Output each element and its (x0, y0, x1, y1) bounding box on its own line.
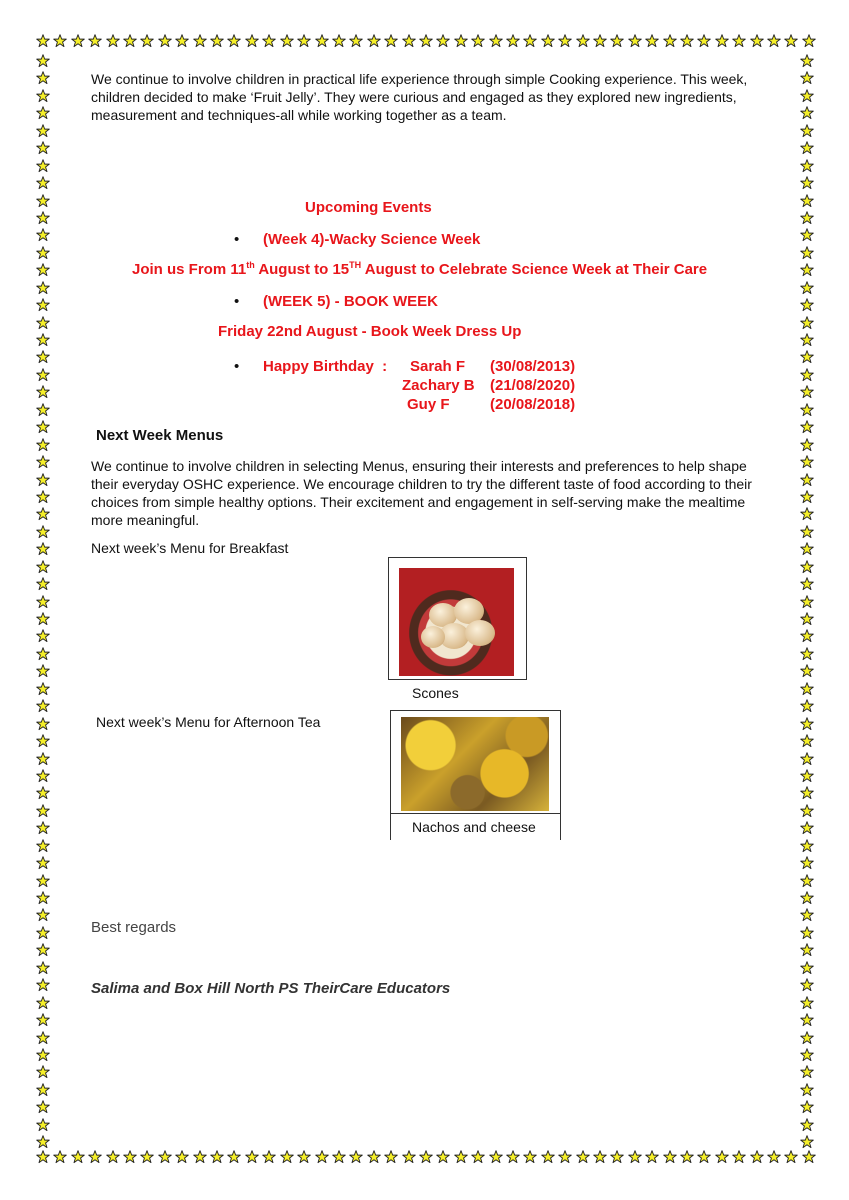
star-icon (800, 752, 814, 766)
star-icon (36, 734, 50, 748)
star-icon (36, 106, 50, 120)
star-icon (36, 368, 50, 382)
star-icon (576, 1150, 590, 1164)
book-week-dress-up: Friday 22nd August - Book Week Dress Up (218, 323, 522, 340)
star-icon (800, 629, 814, 643)
star-icon (175, 1150, 189, 1164)
birthday-date: (20/08/2018) (490, 396, 576, 413)
star-border-top (36, 34, 816, 52)
star-icon (628, 1150, 642, 1164)
star-icon (800, 124, 814, 138)
star-icon (36, 211, 50, 225)
star-icon (402, 34, 416, 48)
star-icon (800, 996, 814, 1010)
science-week-invite: Join us From 11th August to 15TH August to Celebrate Science Week at Their Care (132, 260, 708, 278)
star-icon (36, 71, 50, 85)
star-icon (36, 717, 50, 731)
star-icon (800, 211, 814, 225)
star-icon (36, 908, 50, 922)
star-icon (262, 1150, 276, 1164)
star-icon (36, 856, 50, 870)
star-icon (800, 804, 814, 818)
star-icon (454, 1150, 468, 1164)
star-icon (784, 34, 798, 48)
star-icon (36, 263, 50, 277)
star-icon (800, 1048, 814, 1062)
star-icon (36, 1031, 50, 1045)
star-icon (419, 34, 433, 48)
star-icon (36, 1150, 50, 1164)
star-icon (610, 1150, 624, 1164)
star-icon (36, 560, 50, 574)
star-icon (610, 34, 624, 48)
star-icon (36, 926, 50, 940)
star-icon (800, 176, 814, 190)
star-icon (36, 246, 50, 260)
star-icon (245, 34, 259, 48)
star-icon (36, 281, 50, 295)
star-icon (36, 786, 50, 800)
star-icon (715, 1150, 729, 1164)
star-icon (800, 263, 814, 277)
star-icon (750, 1150, 764, 1164)
star-icon (106, 34, 120, 48)
scones-photo (388, 557, 527, 680)
star-icon (297, 1150, 311, 1164)
star-icon (800, 1031, 814, 1045)
star-icon (36, 438, 50, 452)
star-icon (800, 769, 814, 783)
star-icon (158, 1150, 172, 1164)
star-icon (36, 874, 50, 888)
star-icon (506, 34, 520, 48)
star-icon (489, 1150, 503, 1164)
star-icon (541, 1150, 555, 1164)
birthday-name: Zachary B (402, 377, 475, 394)
star-icon (36, 1118, 50, 1132)
star-icon (227, 1150, 241, 1164)
star-icon (384, 1150, 398, 1164)
star-icon (800, 54, 814, 68)
star-icon (697, 34, 711, 48)
star-icon (800, 786, 814, 800)
star-icon (36, 176, 50, 190)
star-icon (800, 246, 814, 260)
bullet-icon: • (234, 293, 240, 310)
birthday-date: (30/08/2013) (490, 358, 576, 375)
star-icon (800, 699, 814, 713)
star-icon (800, 821, 814, 835)
star-icon (36, 124, 50, 138)
star-icon (663, 34, 677, 48)
star-icon (36, 385, 50, 399)
star-icon (593, 1150, 607, 1164)
star-icon (558, 34, 572, 48)
star-icon (800, 1065, 814, 1079)
star-icon (36, 664, 50, 678)
week4-event: (Week 4)-Wacky Science Week (263, 231, 481, 248)
signature-text: Salima and Box Hill North PS TheirCare Educators (91, 980, 451, 997)
star-icon (506, 1150, 520, 1164)
star-icon (53, 34, 67, 48)
star-icon (800, 891, 814, 905)
star-icon (123, 1150, 137, 1164)
star-icon (36, 752, 50, 766)
star-icon (36, 403, 50, 417)
star-icon (800, 298, 814, 312)
star-icon (800, 350, 814, 364)
star-icon (800, 647, 814, 661)
star-icon (36, 1065, 50, 1079)
star-icon (193, 34, 207, 48)
star-icon (800, 507, 814, 521)
star-icon (800, 595, 814, 609)
star-icon (800, 194, 814, 208)
star-icon (262, 34, 276, 48)
star-icon (663, 1150, 677, 1164)
star-icon (36, 473, 50, 487)
star-icon (349, 1150, 363, 1164)
star-icon (71, 34, 85, 48)
star-icon (36, 420, 50, 434)
scones-caption: Scones (412, 685, 459, 701)
star-icon (36, 455, 50, 469)
star-icon (36, 577, 50, 591)
star-icon (36, 34, 50, 48)
star-icon (36, 891, 50, 905)
star-icon (800, 577, 814, 591)
star-icon (315, 1150, 329, 1164)
star-icon (36, 141, 50, 155)
star-icon (36, 194, 50, 208)
intro-paragraph: We continue to involve children in practical life experience through simple Cooking experience. This week, children decided to make ‘Fruit Jelly’. They were curious and engaged as they explored new ingredients, measurement and techniques-all while working together as a team. (91, 71, 748, 123)
star-icon (36, 333, 50, 347)
star-icon (800, 717, 814, 731)
afternoon-tea-label: Next week’s Menu for Afternoon Tea (96, 714, 321, 730)
star-icon (367, 34, 381, 48)
menus-heading: Next Week Menus (96, 427, 224, 444)
star-icon (767, 1150, 781, 1164)
star-icon (471, 1150, 485, 1164)
star-icon (245, 1150, 259, 1164)
star-icon (800, 455, 814, 469)
star-icon (158, 34, 172, 48)
star-icon (140, 34, 154, 48)
star-icon (36, 595, 50, 609)
nachos-caption: Nachos and cheese (412, 819, 536, 835)
birthday-name: Sarah F (410, 358, 466, 375)
star-icon (800, 71, 814, 85)
star-icon (645, 1150, 659, 1164)
star-icon (227, 34, 241, 48)
star-icon (36, 228, 50, 242)
star-icon (36, 612, 50, 626)
star-icon (800, 385, 814, 399)
star-icon (36, 769, 50, 783)
star-icon (36, 699, 50, 713)
star-icon (800, 333, 814, 347)
star-icon (367, 1150, 381, 1164)
star-icon (36, 839, 50, 853)
star-icon (645, 34, 659, 48)
star-icon (36, 961, 50, 975)
star-icon (53, 1150, 67, 1164)
star-icon (750, 34, 764, 48)
star-icon (558, 1150, 572, 1164)
star-border-right (800, 54, 818, 1150)
birthday-label: Happy Birthday : (263, 358, 388, 375)
star-icon (471, 34, 485, 48)
star-icon (800, 228, 814, 242)
star-icon (36, 1013, 50, 1027)
star-icon (36, 490, 50, 504)
star-icon (36, 629, 50, 643)
star-icon (800, 473, 814, 487)
star-icon (628, 34, 642, 48)
star-icon (800, 1083, 814, 1097)
bullet-icon: • (234, 358, 240, 375)
star-icon (36, 943, 50, 957)
star-icon (297, 34, 311, 48)
star-border-left (36, 54, 54, 1150)
star-icon (36, 1135, 50, 1149)
upcoming-events-heading: Upcoming Events (305, 199, 432, 216)
birthday-name: Guy F (407, 396, 450, 413)
star-icon (384, 34, 398, 48)
star-icon (193, 1150, 207, 1164)
star-icon (800, 542, 814, 556)
star-icon (36, 996, 50, 1010)
star-icon (36, 350, 50, 364)
star-icon (697, 1150, 711, 1164)
star-icon (332, 1150, 346, 1164)
star-icon (210, 34, 224, 48)
star-icon (140, 1150, 154, 1164)
star-icon (280, 34, 294, 48)
star-icon (802, 34, 816, 48)
star-icon (800, 560, 814, 574)
star-icon (680, 1150, 694, 1164)
star-icon (436, 1150, 450, 1164)
star-icon (732, 34, 746, 48)
star-icon (419, 1150, 433, 1164)
star-icon (280, 1150, 294, 1164)
star-icon (36, 682, 50, 696)
star-icon (800, 368, 814, 382)
star-icon (36, 1083, 50, 1097)
star-icon (800, 438, 814, 452)
star-icon (315, 34, 329, 48)
star-icon (802, 1150, 816, 1164)
star-icon (800, 1013, 814, 1027)
breakfast-label: Next week’s Menu for Breakfast (91, 540, 289, 556)
star-icon (800, 926, 814, 940)
star-icon (800, 106, 814, 120)
star-icon (36, 978, 50, 992)
star-icon (784, 1150, 798, 1164)
regards-text: Best regards (91, 919, 177, 936)
star-icon (210, 1150, 224, 1164)
star-icon (800, 908, 814, 922)
star-icon (800, 874, 814, 888)
star-icon (800, 664, 814, 678)
star-icon (800, 316, 814, 330)
star-icon (36, 1048, 50, 1062)
birthday-date: (21/08/2020) (490, 377, 576, 394)
star-icon (576, 34, 590, 48)
star-icon (332, 34, 346, 48)
star-icon (175, 34, 189, 48)
star-icon (800, 1135, 814, 1149)
star-icon (800, 490, 814, 504)
star-icon (800, 856, 814, 870)
star-icon (36, 159, 50, 173)
star-icon (106, 1150, 120, 1164)
star-icon (71, 1150, 85, 1164)
star-icon (489, 34, 503, 48)
star-icon (36, 298, 50, 312)
star-icon (800, 734, 814, 748)
star-icon (800, 839, 814, 853)
star-icon (680, 34, 694, 48)
star-icon (123, 34, 137, 48)
star-icon (800, 978, 814, 992)
star-icon (402, 1150, 416, 1164)
star-icon (349, 34, 363, 48)
menus-paragraph: We continue to involve children in selecting Menus, ensuring their interests and preferences to help shape their everyday OSHC experience. We encourage children to try the different taste of food according to their choices from simple healthy options. Their excitement and engagement in self-serving make the mealtime more meaningful. (91, 458, 752, 528)
star-icon (36, 804, 50, 818)
star-icon (800, 961, 814, 975)
star-icon (767, 34, 781, 48)
star-icon (88, 34, 102, 48)
star-icon (36, 316, 50, 330)
week5-event: (WEEK 5) - BOOK WEEK (263, 293, 438, 310)
star-icon (732, 1150, 746, 1164)
star-icon (36, 89, 50, 103)
bullet-icon: • (234, 231, 240, 248)
star-icon (800, 943, 814, 957)
star-icon (715, 34, 729, 48)
star-icon (523, 1150, 537, 1164)
star-icon (800, 1118, 814, 1132)
star-icon (800, 141, 814, 155)
star-icon (523, 34, 537, 48)
star-icon (800, 159, 814, 173)
star-icon (36, 821, 50, 835)
star-icon (800, 525, 814, 539)
star-icon (800, 403, 814, 417)
star-icon (800, 420, 814, 434)
star-icon (593, 34, 607, 48)
star-icon (541, 34, 555, 48)
star-icon (36, 54, 50, 68)
star-icon (454, 34, 468, 48)
nachos-photo (390, 710, 561, 840)
star-border-bottom (36, 1150, 816, 1168)
star-icon (436, 34, 450, 48)
nachos-caption-box (391, 813, 560, 840)
star-icon (800, 1100, 814, 1114)
star-icon (800, 281, 814, 295)
star-icon (36, 1100, 50, 1114)
star-icon (36, 525, 50, 539)
star-icon (800, 682, 814, 696)
star-icon (36, 542, 50, 556)
star-icon (800, 612, 814, 626)
star-icon (88, 1150, 102, 1164)
star-icon (36, 507, 50, 521)
star-icon (800, 89, 814, 103)
star-icon (36, 647, 50, 661)
